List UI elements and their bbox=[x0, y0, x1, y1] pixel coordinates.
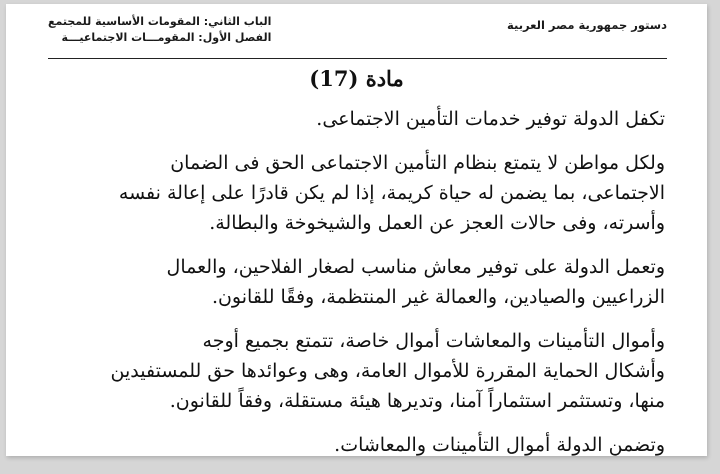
header-divider bbox=[48, 58, 667, 59]
paragraph-line: الزراعيين والصيادين، والعمالة غير المنتظمة، وفقًا للقانون. bbox=[211, 286, 665, 308]
paragraph-line: وتعمل الدولة على توفير معاش مناسب لصغار الفلاحين، والعمال bbox=[166, 256, 665, 278]
article-paragraph bbox=[46, 430, 665, 460]
article-paragraph bbox=[46, 252, 665, 312]
paragraph-line: الاجتماعى، بما يضمن له حياة كريمة، إذا لم يكن قادرًا على إعالة نفسه bbox=[118, 182, 665, 204]
paragraph-line: وأشكال الحماية المقررة للأموال العامة، وهى وعوائدها حق للمستفيدين bbox=[110, 360, 665, 382]
article-paragraph bbox=[46, 326, 665, 416]
paragraph-line: ولكل مواطن لا يتمتع بنظام التأمين الاجتماعى الحق فى الضمان bbox=[170, 152, 665, 174]
paragraph-line: وأموال التأمينات والمعاشات أموال خاصة، تتمتع بجميع أوجه bbox=[202, 330, 665, 352]
article-title: مادة (17) bbox=[309, 66, 404, 91]
article-paragraph bbox=[46, 148, 665, 238]
article-body bbox=[46, 104, 665, 474]
header-constitution-title: دستور جمهورية مصر العربية bbox=[507, 18, 667, 32]
document-page bbox=[6, 4, 707, 456]
paragraph-line: منها، وتستثمر استثماراً آمنا، وتديرها هيئة مستقلة، وفقاً للقانون. bbox=[169, 390, 665, 412]
header-chapter-info bbox=[48, 14, 271, 46]
page-header bbox=[48, 14, 667, 54]
header-part-title: الباب الثاني: المقومات الأساسية للمجتمع bbox=[48, 15, 272, 28]
article-paragraph bbox=[46, 104, 665, 134]
header-section-title: الفصل الأول: المقومـــات الاجتماعيـــة bbox=[61, 31, 272, 44]
paragraph-line: وأسرته، وفى حالات العجز عن العمل والشيخوخة والبطالة. bbox=[209, 212, 665, 234]
paragraph-line: تكفل الدولة توفير خدمات التأمين الاجتماعى. bbox=[316, 108, 665, 130]
paragraph-line: وتضمن الدولة أموال التأمينات والمعاشات. bbox=[334, 434, 665, 456]
